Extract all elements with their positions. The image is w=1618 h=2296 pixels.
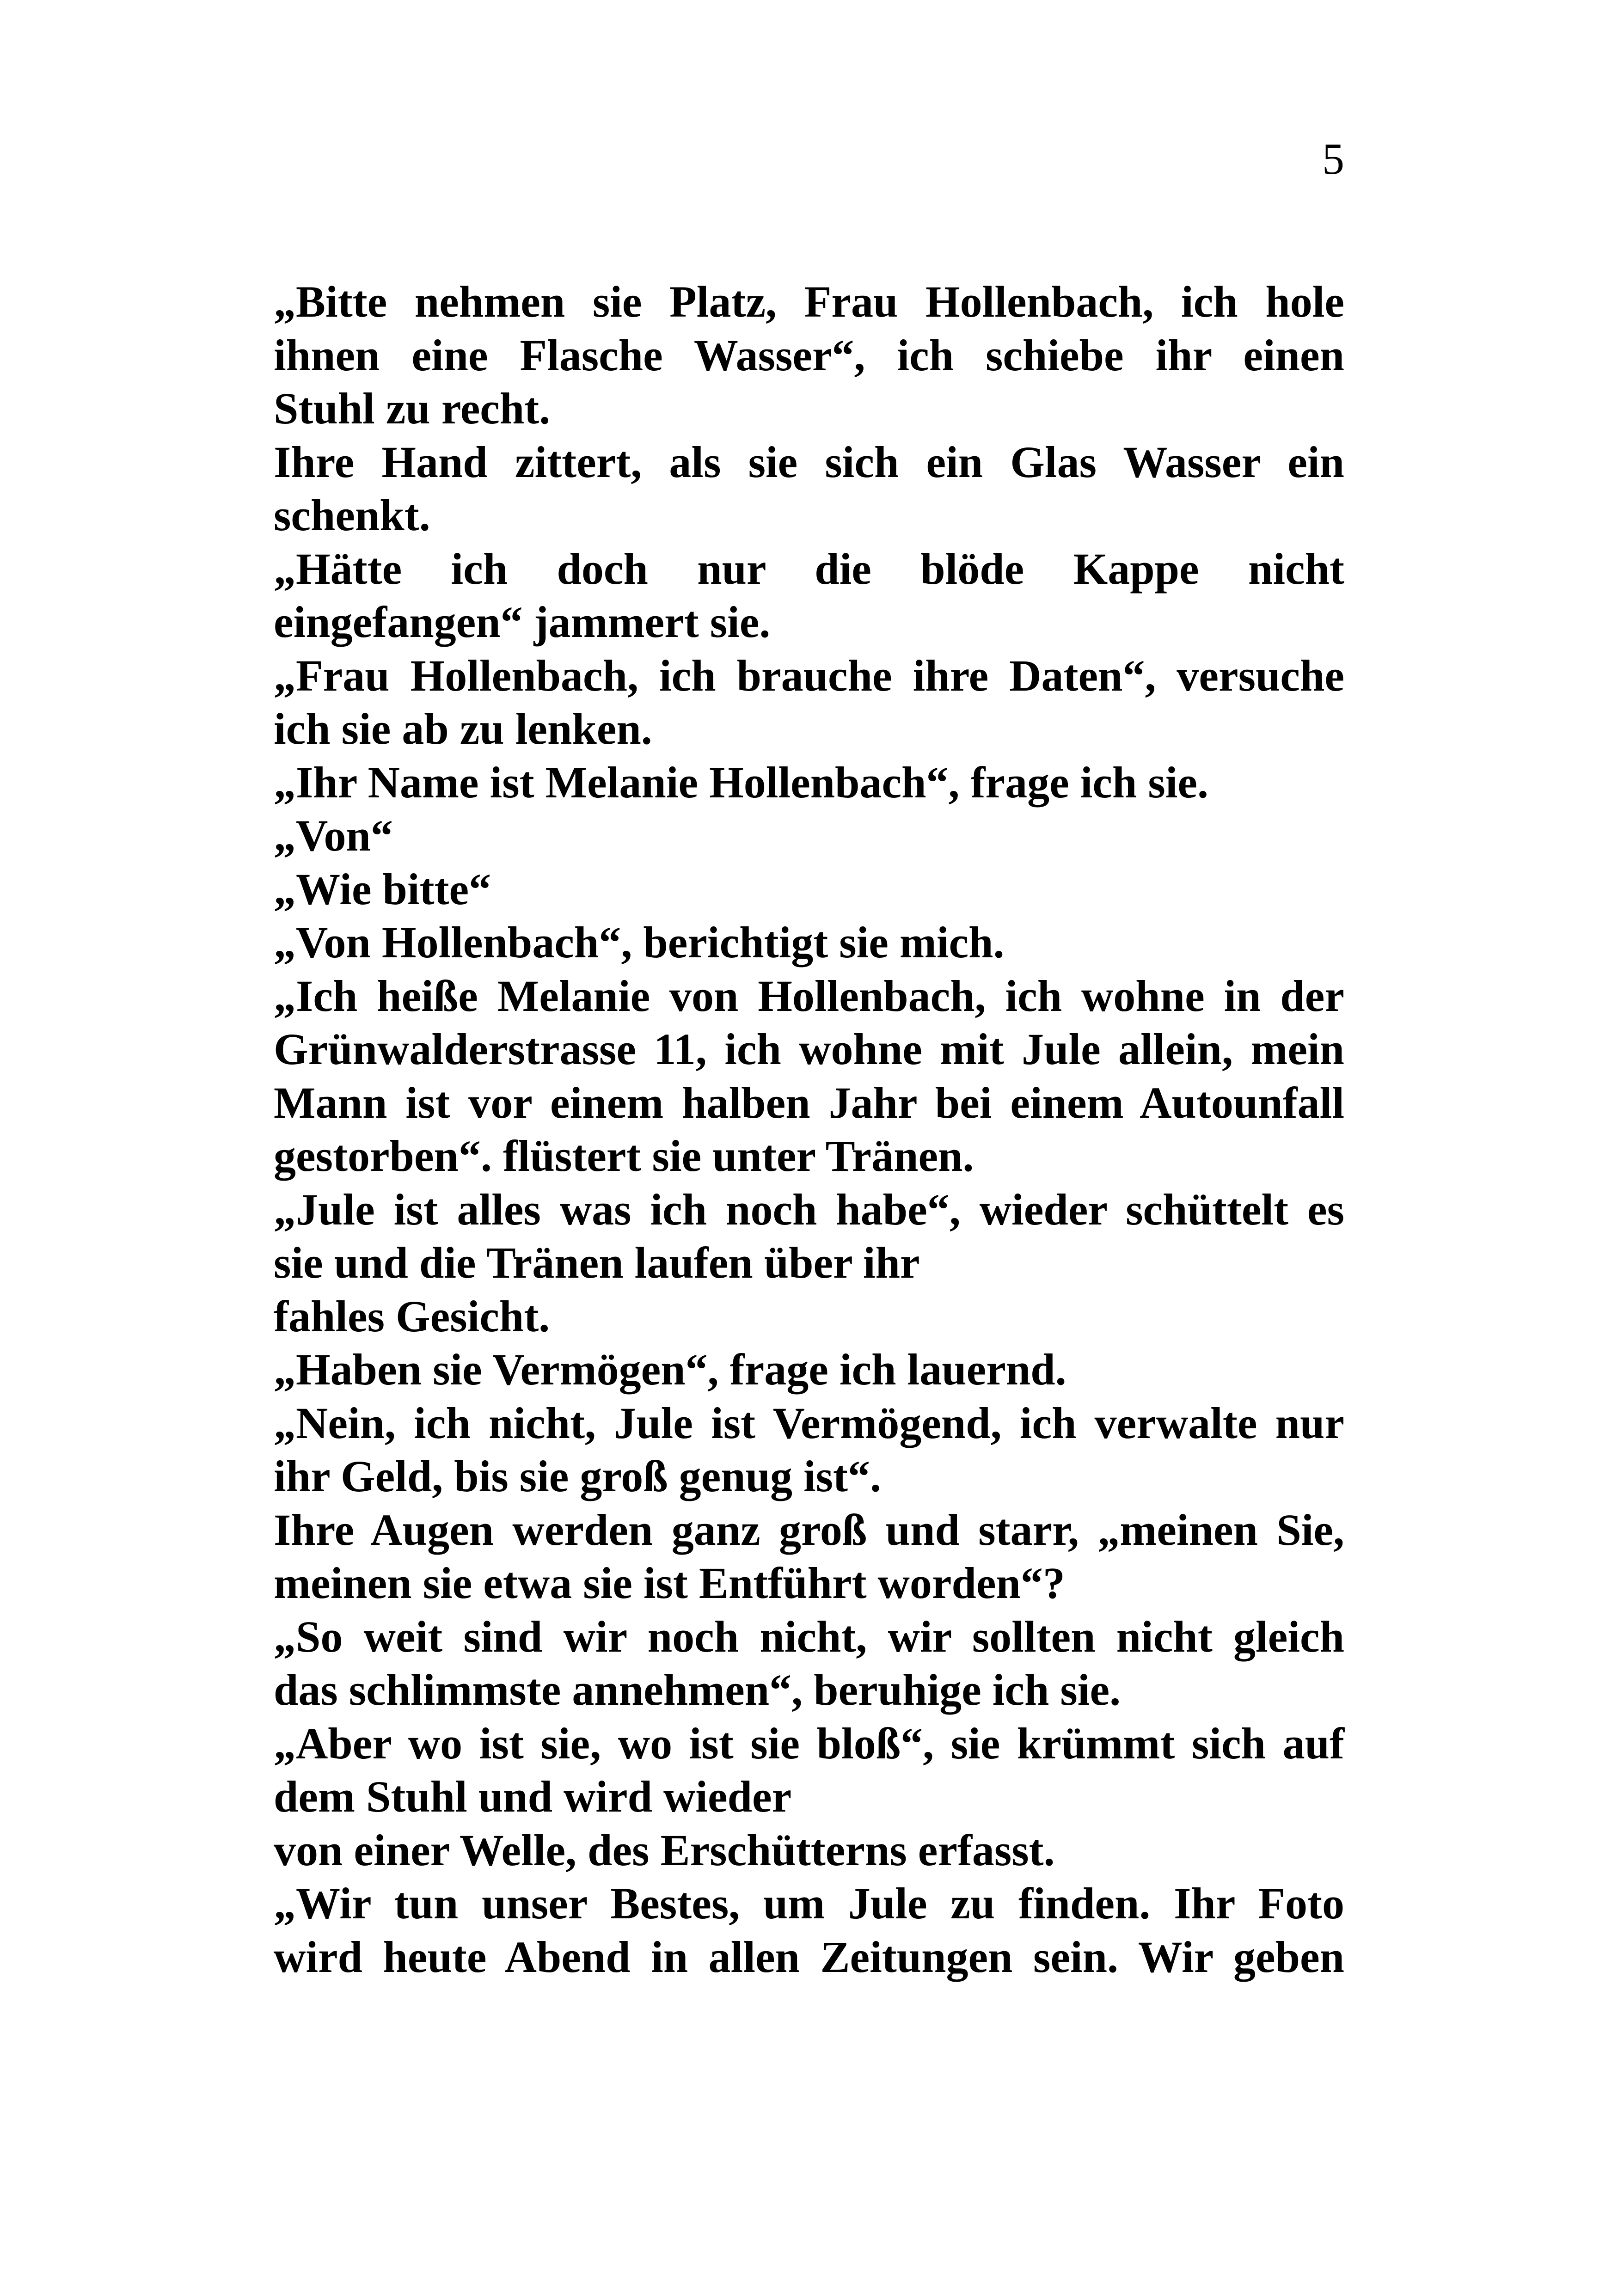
paragraph bbox=[274, 1877, 1344, 1984]
text-line: Stuhl zu recht. bbox=[274, 384, 551, 433]
text-line: von einer Welle, des Erschütterns erfasst. bbox=[274, 1825, 1055, 1875]
text-line: sie und die Tränen laufen über ihr bbox=[274, 1238, 920, 1287]
paragraph bbox=[274, 756, 1344, 809]
text-line: „So weit sind wir noch nicht, wir sollten nicht gleich bbox=[274, 1611, 1344, 1661]
paragraph bbox=[274, 1503, 1344, 1610]
text-line: dem Stuhl und wird wieder bbox=[274, 1772, 792, 1821]
text-line: ihnen eine Flasche Wasser“, ich schiebe ihr einen bbox=[274, 330, 1344, 380]
paragraph bbox=[274, 1610, 1344, 1717]
text-line: Grünwalderstrasse 11, ich wohne mit Jule allein, mein bbox=[274, 1024, 1344, 1074]
body-text bbox=[274, 275, 1344, 1984]
text-line: ihr Geld, bis sie groß genug ist“. bbox=[274, 1451, 881, 1501]
text-line: schenkt. bbox=[274, 490, 430, 540]
text-line: „Wir tun unser Bestes, um Jule zu finden. Ihr Foto bbox=[274, 1879, 1344, 1928]
text-line: „Wie bitte“ bbox=[274, 864, 491, 914]
paragraph bbox=[274, 275, 1344, 435]
paragraph bbox=[274, 809, 1344, 863]
text-line: wird heute Abend in allen Zeitungen sein. Wir geben bbox=[274, 1932, 1344, 1982]
paragraph bbox=[274, 863, 1344, 916]
text-line: Mann ist vor einem halben Jahr bei einem Autounfall bbox=[274, 1078, 1344, 1127]
text-line: „Jule ist alles was ich noch habe“, wieder schüttelt es bbox=[274, 1184, 1344, 1234]
paragraph bbox=[274, 649, 1344, 756]
text-line: das schlimmste annehmen“, beruhige ich sie. bbox=[274, 1665, 1121, 1714]
paragraph bbox=[274, 542, 1344, 649]
paragraph bbox=[274, 969, 1344, 1183]
text-line: „Von Hollenbach“, berichtigt sie mich. bbox=[274, 918, 1005, 967]
text-line: gestorben“. flüstert sie unter Tränen. bbox=[274, 1131, 974, 1181]
page-number: 5 bbox=[1322, 134, 1344, 184]
text-line: fahles Gesicht. bbox=[274, 1291, 550, 1341]
text-line: „Ihr Name ist Melanie Hollenbach“, frage ich sie. bbox=[274, 757, 1208, 807]
paragraph bbox=[274, 1717, 1344, 1877]
text-line: meinen sie etwa sie ist Entführt worden“? bbox=[274, 1558, 1065, 1608]
text-line: „Nein, ich nicht, Jule ist Vermögend, ich verwalte nur bbox=[274, 1398, 1344, 1448]
text-line: Ihre Augen werden ganz groß und starr, „meinen Sie, bbox=[274, 1505, 1344, 1555]
text-line: eingefangen“ jammert sie. bbox=[274, 597, 771, 647]
text-line: „Ich heiße Melanie von Hollenbach, ich wohne in der bbox=[274, 971, 1344, 1021]
paragraph bbox=[274, 435, 1344, 542]
paragraph bbox=[274, 1396, 1344, 1503]
paragraph bbox=[274, 916, 1344, 969]
text-line: „Von“ bbox=[274, 811, 393, 860]
text-line: Ihre Hand zittert, als sie sich ein Glas Wasser ein bbox=[274, 437, 1344, 487]
text-line: „Hätte ich doch nur die blöde Kappe nicht bbox=[274, 544, 1344, 594]
text-line: „Haben sie Vermögen“, frage ich lauernd. bbox=[274, 1345, 1066, 1394]
text-line: „Bitte nehmen sie Platz, Frau Hollenbach, ich hole bbox=[274, 277, 1344, 326]
text-line: „Aber wo ist sie, wo ist sie bloß“, sie krümmt sich auf bbox=[274, 1718, 1344, 1768]
paragraph bbox=[274, 1343, 1344, 1396]
text-line: „Frau Hollenbach, ich brauche ihre Daten“, versuche bbox=[274, 650, 1344, 700]
text-line: ich sie ab zu lenken. bbox=[274, 704, 652, 753]
paragraph bbox=[274, 1183, 1344, 1343]
